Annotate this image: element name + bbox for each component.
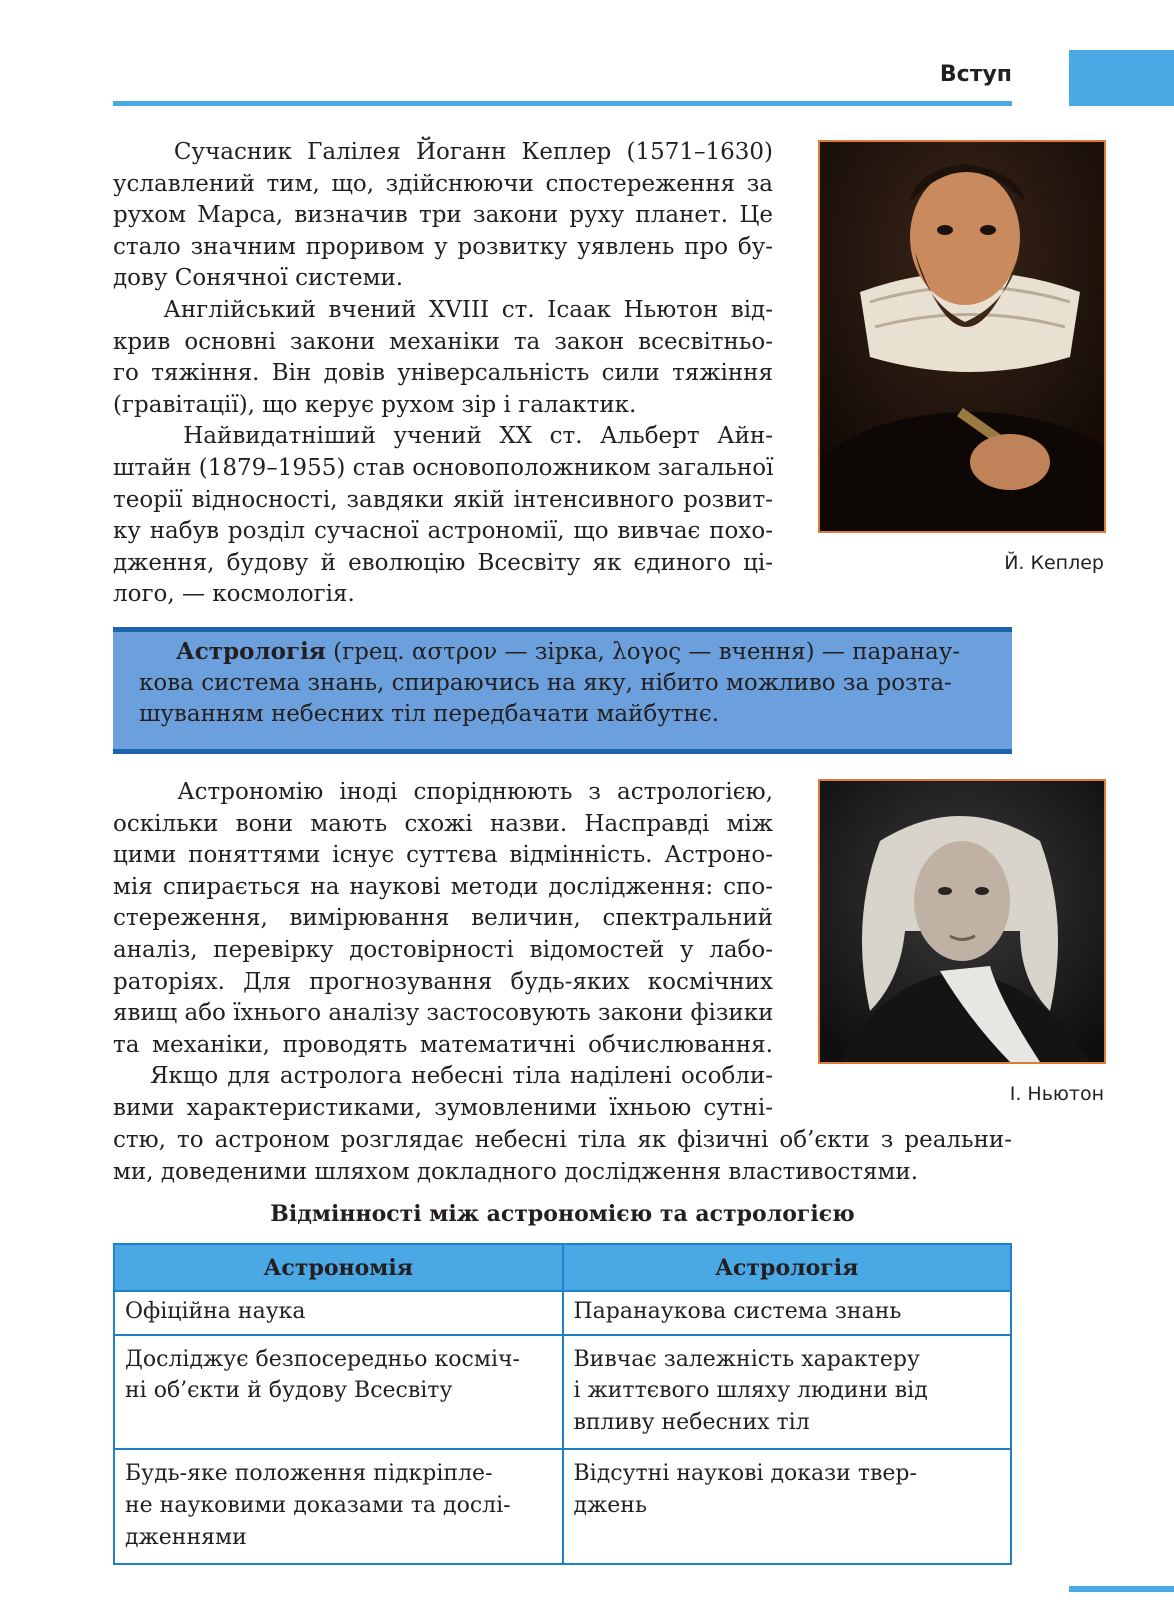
column-header-astrology: Астрологія <box>563 1244 1012 1291</box>
table-title: Відмінності між астрономією та астрологією <box>270 1201 855 1227</box>
section-label: Вступ <box>939 62 1012 87</box>
newton-portrait-drawing <box>820 781 1104 1062</box>
text-line: явищ або їхнього аналізу застосовують закони фізики <box>113 1000 774 1027</box>
corner-tab <box>1069 50 1174 106</box>
bottom-tab <box>1069 1586 1174 1592</box>
text-line: Астрономію іноді споріднюють з астрологією, <box>113 779 773 805</box>
header-rule <box>113 101 1012 106</box>
text-line: оскільки вони мають схожі назви. Насправді між <box>113 810 773 837</box>
greek-word-star: αστρον <box>411 639 498 665</box>
text-line: (гравітації), що керує рухом зір і галактик. <box>113 391 637 418</box>
table-cell <box>563 1449 1012 1564</box>
text-line: го тяжіння. Він довів універсальність сили тяжіння <box>113 360 773 387</box>
cell-line: Офіційна наука <box>125 1299 306 1324</box>
cell-line: не науковими доказами та дослі- <box>125 1492 511 1518</box>
paragraph-astronomy-continued <box>113 1125 1012 1188</box>
definition-line: шуванням небесних тіл передбачати майбутнє. <box>139 701 720 728</box>
table-row <box>114 1291 1011 1335</box>
text-line: стереження, вимірювання величин, спектральний <box>113 905 773 932</box>
text-line: уславлений тим, що, здійснюючи спостереження за <box>113 170 773 197</box>
text-line: та механіки, проводять математичні обчислювання. <box>113 1031 773 1058</box>
text-line: Англійський вчений XVIII ст. Ісаак Ньютон від- <box>113 296 773 323</box>
cell-line: Досліджує безпосередньо косміч- <box>125 1346 520 1372</box>
cell-line: Вивчає залежність характеру <box>573 1346 920 1372</box>
text-line: цими поняттями існує суттєва відмінність. Астроно- <box>113 842 773 869</box>
text-line: вими характеристиками, зумовленими їхньою сутні- <box>113 1094 773 1121</box>
cell-line: дженнями <box>125 1524 247 1550</box>
text-line: штайн (1879–1955) став основоположником загальної <box>113 454 774 481</box>
text-line: аналіз, перевірку достовірності відомостей у лабо- <box>113 936 773 963</box>
definition-text <box>113 636 1012 731</box>
table-cell <box>563 1291 1012 1335</box>
definition-text-fragment: — вчення) — паранау- <box>681 639 961 665</box>
text-line: ку набув розділ сучасної астрономії, що вивчає похо- <box>113 518 773 545</box>
kepler-caption: Й. Кеплер <box>1004 552 1104 574</box>
paragraph-kepler-newton-einstein <box>113 137 773 611</box>
text-line: рухом Марса, визначив три закони руху планет. Це <box>113 202 773 229</box>
text-line: дження, будову й еволюцію Всесвіту як єдиного ці- <box>113 549 773 576</box>
cell-line: Паранаукова система знань <box>573 1299 902 1324</box>
table-cell <box>114 1291 563 1335</box>
table-row <box>114 1449 1011 1564</box>
text-line: раторіях. Для прогнозування будь-яких космічних <box>113 968 773 995</box>
definition-line <box>113 636 1012 668</box>
text-line: крив основні закони механіки та закон всесвітньо- <box>113 328 773 355</box>
cell-line: Відсутні наукові докази твер- <box>573 1461 917 1487</box>
table-cell <box>563 1335 1012 1450</box>
text-line: Якщо для астролога небесні тіла наділені особли- <box>113 1063 773 1090</box>
text-line: стю, то астроном розглядає небесні тіла як фізичні об’єкти з реальни- <box>113 1127 1012 1153</box>
table-row <box>114 1335 1011 1450</box>
greek-word-logos: λογος <box>612 639 682 665</box>
text-line: теорії відносності, завдяки якій інтенсивного розвит- <box>113 486 773 513</box>
newton-caption: І. Ньютон <box>1009 1083 1104 1105</box>
column-header-astronomy: Астрономія <box>114 1244 563 1291</box>
text-line: стало значним проривом у розвитку уявлень про бу- <box>113 233 773 260</box>
comparison-table <box>113 1243 1012 1565</box>
newton-portrait <box>818 779 1106 1064</box>
text-line: ми, доведеними шляхом докладного дослідження властивостями. <box>113 1158 919 1185</box>
cell-line: і життєвого шляху людини від <box>573 1378 928 1404</box>
definition-text-fragment: (грец. <box>325 639 412 665</box>
table-cell <box>114 1335 563 1450</box>
cell-line: ні об’єкти й будову Всесвіту <box>125 1378 453 1404</box>
definition-text-fragment: — зірка, <box>497 639 613 665</box>
cell-line: Будь-яке положення підкріпле- <box>125 1461 493 1487</box>
kepler-portrait <box>818 140 1106 533</box>
table-cell <box>114 1449 563 1564</box>
text-line: Сучасник Галілея Йоганн Кеплер (1571–1630) <box>113 139 773 165</box>
definition-term: Астрологія <box>176 638 326 665</box>
cell-line: джень <box>573 1492 647 1518</box>
paragraph-astronomy-vs-astrology <box>113 777 773 1125</box>
text-line: дову Сонячної системи. <box>113 265 404 292</box>
kepler-portrait-drawing <box>820 142 1104 531</box>
definition-box <box>113 627 1012 754</box>
table-header-row <box>114 1244 1011 1291</box>
cell-line: впливу небесних тіл <box>573 1409 810 1435</box>
text-line: мія спирається на наукові методи дослідження: спо- <box>113 873 773 900</box>
text-line: лого, — космологія. <box>113 581 355 608</box>
text-line: Найвидатніший учений XX ст. Альберт Айн- <box>113 423 773 450</box>
definition-line: кова система знань, спираючись на яку, нібито можливо за розта- <box>139 669 952 696</box>
